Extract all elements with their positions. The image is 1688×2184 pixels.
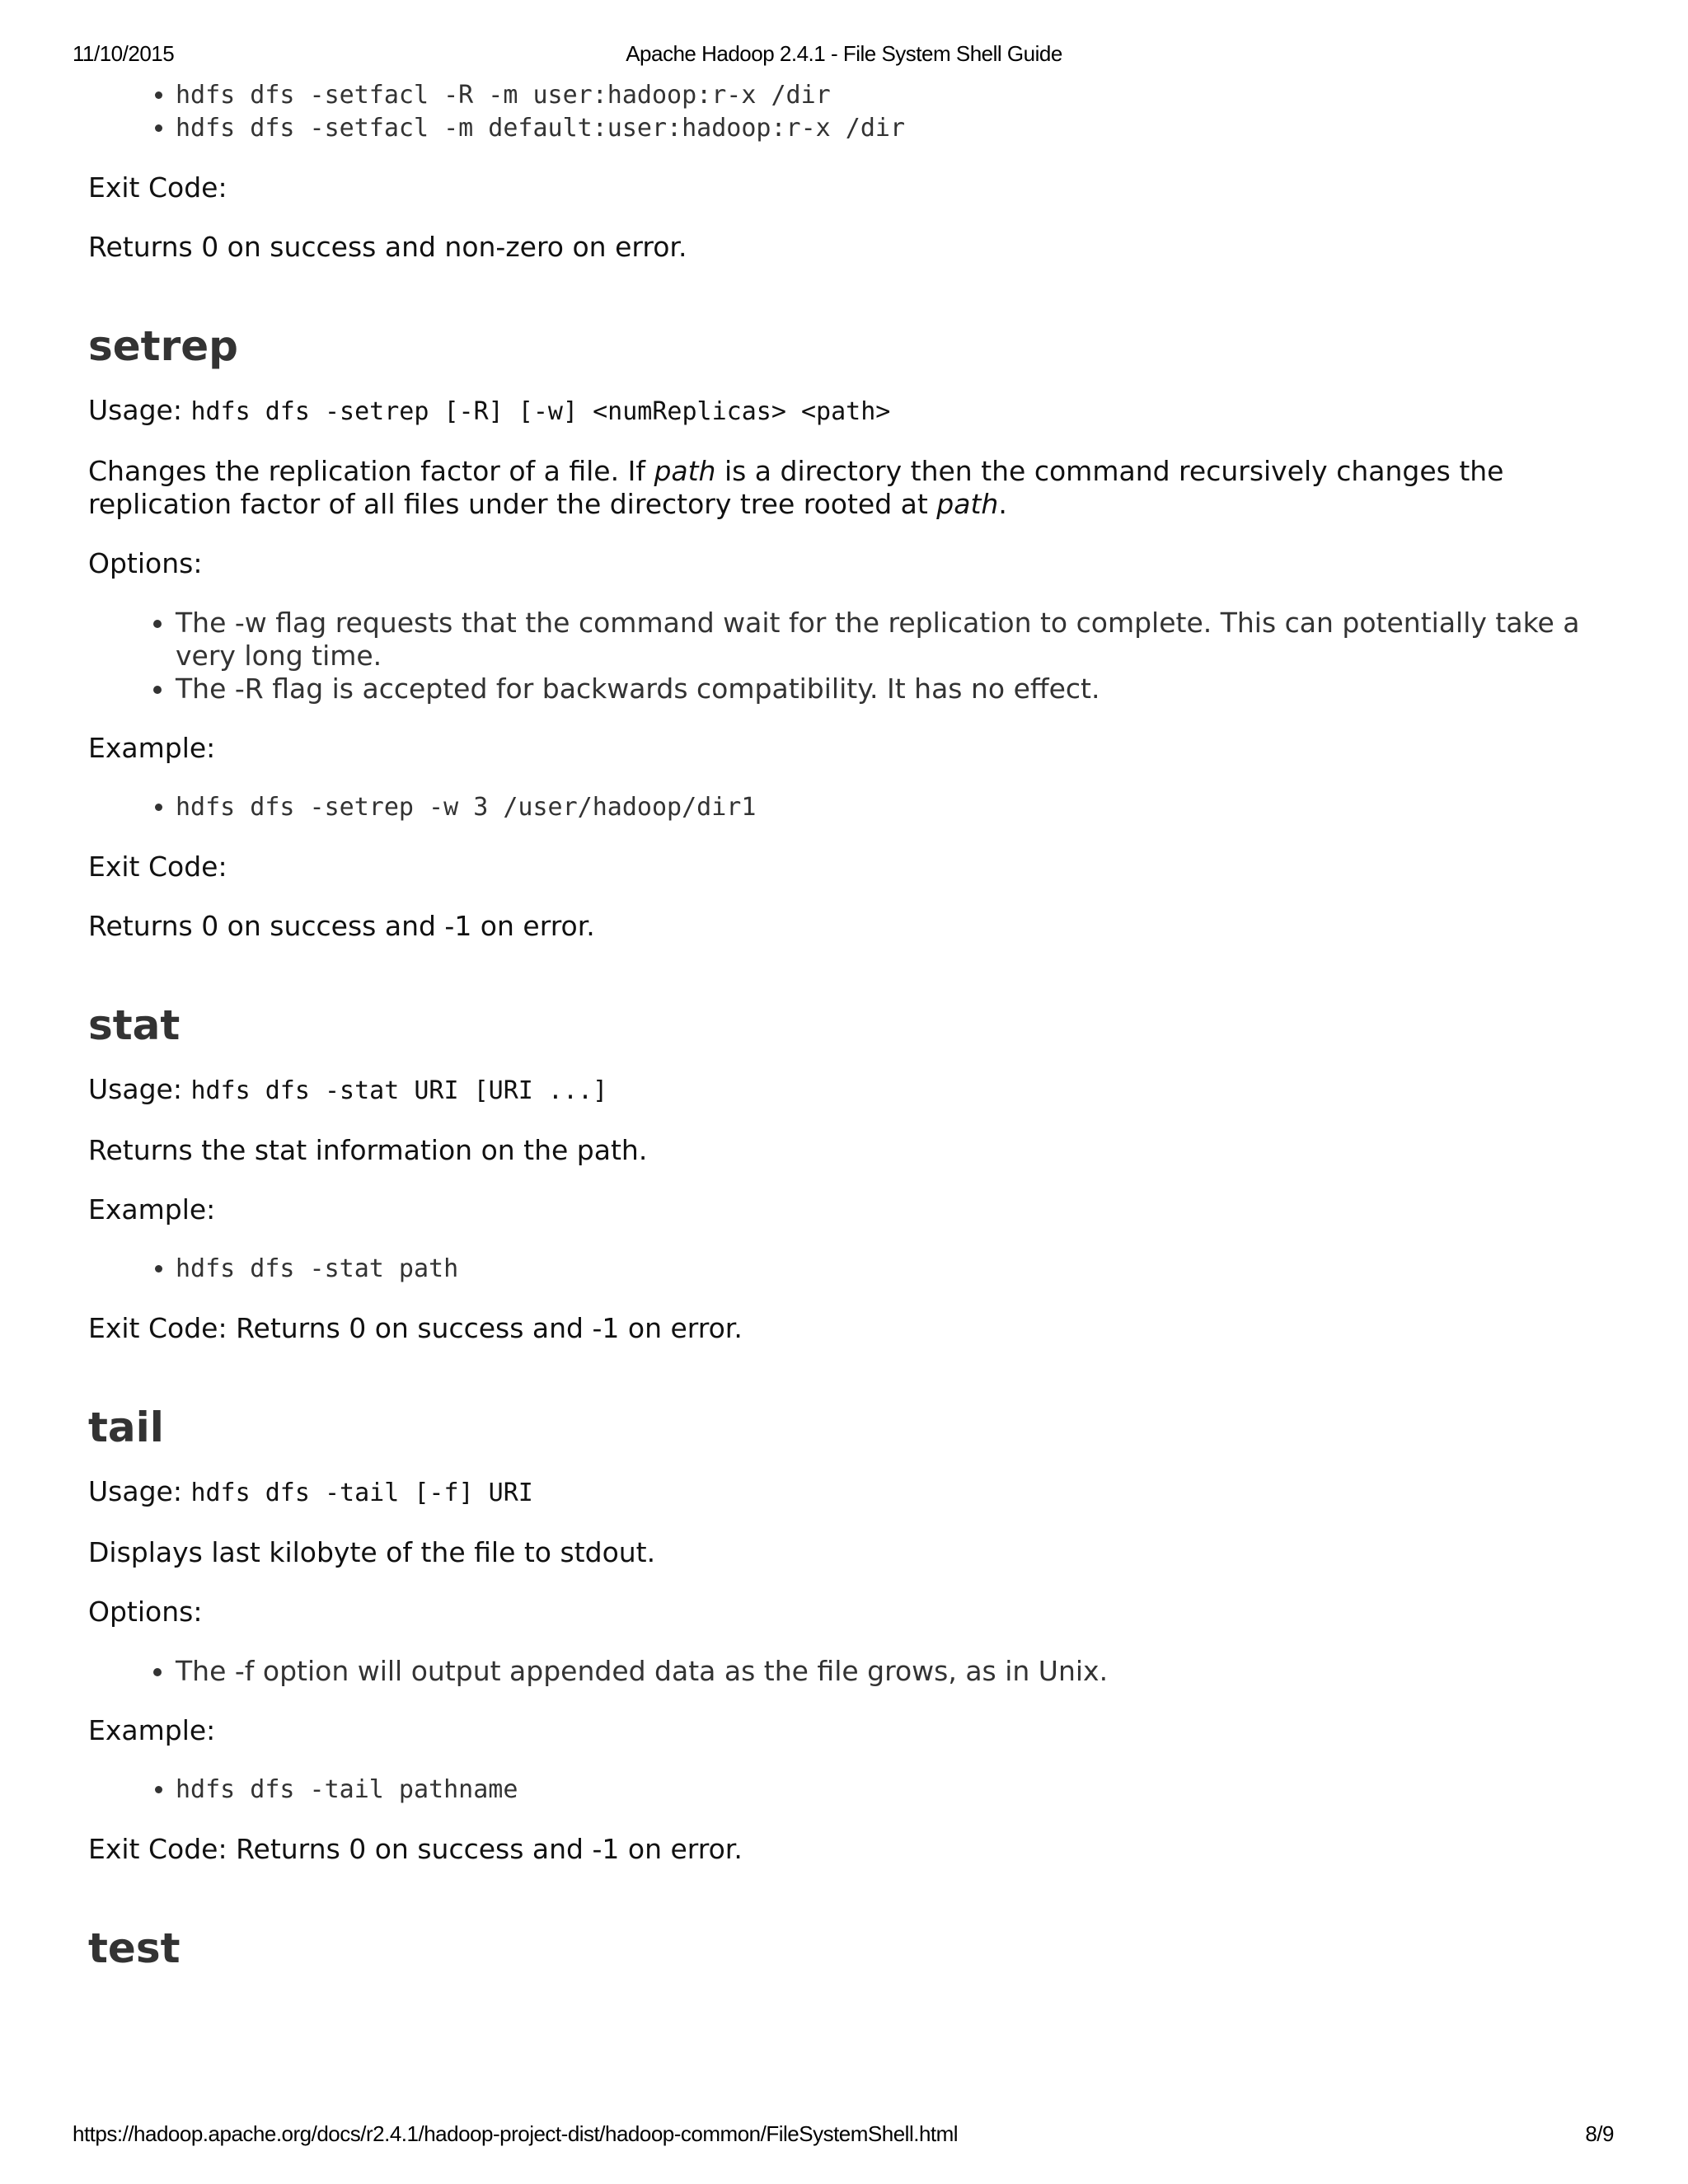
setrep-example-label: Example: <box>88 732 216 764</box>
setrep-example-list <box>88 791 1605 824</box>
tail-exit-text: Exit Code: Returns 0 on success and -1 on error. <box>88 1833 743 1865</box>
print-footer-url: https://hadoop.apache.org/docs/r2.4.1/hadoop-project-dist/hadoop-common/FileSystemShell.html <box>73 2121 959 2146</box>
tail-example-list <box>88 1774 1605 1807</box>
tail-usage <box>88 1475 1605 1510</box>
section-heading-setrep: setrep <box>88 322 238 370</box>
desc-path-term: path <box>654 455 716 487</box>
usage-label: Usage: <box>88 394 182 426</box>
section-heading-tail: tail <box>88 1404 164 1451</box>
tail-example: • hdfs dfs -tail pathname <box>176 1774 1605 1807</box>
tail-example-label: Example: <box>88 1714 216 1746</box>
stat-usage <box>88 1073 1605 1108</box>
setrep-options-list <box>88 607 1605 705</box>
setrep-exit-text: Returns 0 on success and -1 on error. <box>88 910 595 942</box>
setrep-option-w: • The -w flag requests that the command wait for the replication to complete. This can potentially take a very long time. <box>176 607 1605 673</box>
setrep-option-r: • The -R flag is accepted for backwards compatibility. It has no effect. <box>176 673 1605 705</box>
usage-code: hdfs dfs -tail [-f] URI <box>190 1479 533 1507</box>
print-page-number: 8/9 <box>1585 2121 1614 2146</box>
usage-label: Usage: <box>88 1475 182 1507</box>
stat-example-label: Example: <box>88 1193 216 1226</box>
setfacl-exit-label: Exit Code: <box>88 171 227 204</box>
setrep-exit-label: Exit Code: <box>88 851 227 883</box>
desc-text: is a directory then the command recursively changes the replication factor of all files under the directory tree rooted at <box>88 455 1504 520</box>
tail-options-list <box>88 1655 1605 1688</box>
tail-option-f: • The -f option will output appended data as the file grows, as in Unix. <box>176 1655 1605 1688</box>
desc-path-term: path <box>936 488 999 520</box>
tail-description: Displays last kilobyte of the file to stdout. <box>88 1536 656 1568</box>
stat-description: Returns the stat information on the path. <box>88 1134 648 1166</box>
section-heading-stat: stat <box>88 1001 181 1049</box>
setrep-example: • hdfs dfs -setrep -w 3 /user/hadoop/dir1 <box>176 791 1605 824</box>
desc-text: Changes the replication factor of a file. If <box>88 455 654 487</box>
section-heading-test: test <box>88 1924 181 1972</box>
setfacl-example-1: • hdfs dfs -setfacl -R -m user:hadoop:r-x /dir <box>176 79 1605 112</box>
setfacl-example-list <box>88 79 1605 145</box>
usage-code: hdfs dfs -stat URI [URI ...] <box>190 1076 608 1105</box>
stat-example: • hdfs dfs -stat path <box>176 1253 1605 1286</box>
usage-code: hdfs dfs -setrep [-R] [-w] <numReplicas> <path> <box>190 397 891 426</box>
document-body <box>88 76 1605 1996</box>
setfacl-exit-text: Returns 0 on success and non-zero on error. <box>88 231 687 263</box>
stat-exit-text: Exit Code: Returns 0 on success and -1 on error. <box>88 1312 743 1344</box>
print-page-title: Apache Hadoop 2.4.1 - File System Shell Guide <box>626 41 1062 66</box>
print-date: 11/10/2015 <box>73 41 175 66</box>
setrep-usage <box>88 394 1605 429</box>
usage-label: Usage: <box>88 1073 182 1105</box>
stat-example-list <box>88 1253 1605 1286</box>
setfacl-example-2: • hdfs dfs -setfacl -m default:user:hadoop:r-x /dir <box>176 112 1605 145</box>
desc-text: . <box>998 488 1007 520</box>
setrep-description <box>88 455 1605 521</box>
setrep-options-label: Options: <box>88 547 203 579</box>
tail-options-label: Options: <box>88 1596 203 1628</box>
